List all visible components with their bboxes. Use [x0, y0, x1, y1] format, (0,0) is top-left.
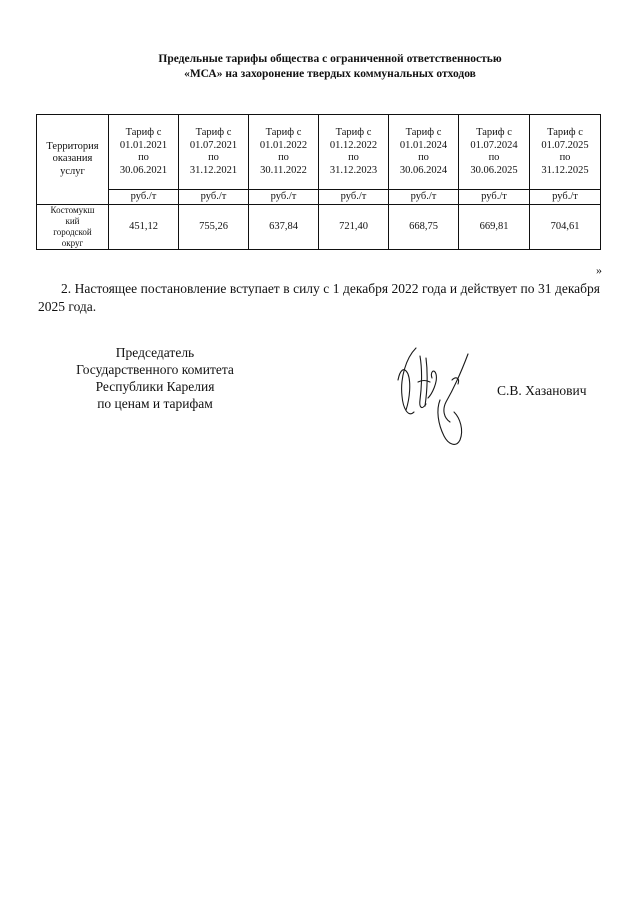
unit-cell: руб./т	[459, 190, 530, 205]
period-header-cell: Тариф с 01.12.2022 по 31.12.2023	[319, 115, 389, 190]
position-line: Республики Карелия	[95, 379, 215, 394]
unit-cell: руб./т	[249, 190, 319, 205]
tariff-value-cell: 704,61	[530, 205, 601, 250]
period-header-cell: Тариф с 01.07.2024 по 30.06.2025	[459, 115, 530, 190]
period-header-cell: Тариф с 01.07.2021 по 31.12.2021	[179, 115, 249, 190]
unit-cell: руб./т	[319, 190, 389, 205]
unit-cell: руб./т	[389, 190, 459, 205]
table-header-row	[37, 115, 601, 190]
handwritten-signature	[386, 338, 486, 454]
tariff-value-cell: 721,40	[319, 205, 389, 250]
tariff-value-cell: 637,84	[249, 205, 319, 250]
document-title	[60, 52, 600, 82]
tariff-value-cell: 669,81	[459, 205, 530, 250]
period-header-cell: Тариф с 01.01.2021 по 30.06.2021	[109, 115, 179, 190]
unit-cell: руб./т	[530, 190, 601, 205]
unit-row	[37, 190, 601, 205]
unit-cell: руб./т	[109, 190, 179, 205]
tariff-value-cell: 755,26	[179, 205, 249, 250]
period-header-cell: Тариф с 01.07.2025 по 31.12.2025	[530, 115, 601, 190]
territory-cell: Костомукш кий городской округ	[37, 205, 109, 250]
position-line: по ценам и тарифам	[97, 396, 213, 411]
period-header-cell: Тариф с 01.01.2024 по 30.06.2024	[389, 115, 459, 190]
closing-quote: »	[596, 263, 602, 277]
tariff-value-cell: 451,12	[109, 205, 179, 250]
effective-date-paragraph: 2. Настоящее постановление вступает в силу с 1 декабря 2022 года и действует по 31 декабря 2025 года.	[38, 281, 600, 314]
position-line: Председатель	[115, 345, 195, 360]
territory-header-cell: Территория оказания услуг	[37, 115, 109, 205]
position-line: Государственного комитета	[76, 362, 234, 377]
period-header-cell: Тариф с 01.01.2022 по 30.11.2022	[249, 115, 319, 190]
tariff-value-cell: 668,75	[389, 205, 459, 250]
signatory-name: С.В. Хазанович	[497, 383, 587, 398]
tariff-table	[36, 114, 601, 250]
unit-cell: руб./т	[179, 190, 249, 205]
title-line-2: «МСА» на захоронение твердых коммунальных отходов	[184, 68, 476, 80]
table-row	[37, 205, 601, 250]
signatory-position	[40, 344, 270, 412]
title-line-1: Предельные тарифы общества с ограниченной ответственностью	[158, 53, 502, 65]
